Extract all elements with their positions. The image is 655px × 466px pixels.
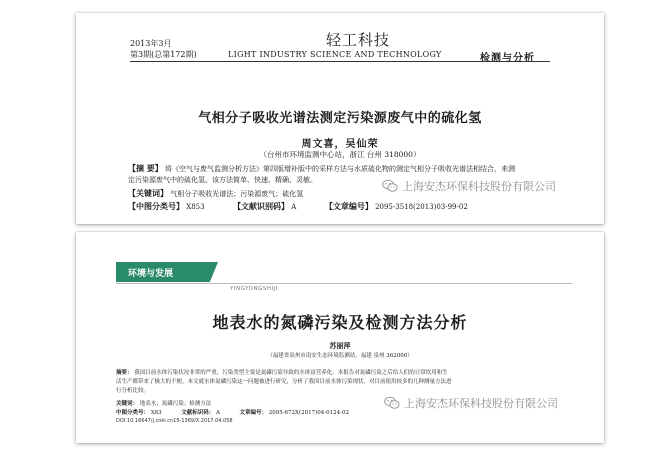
abstract-text: 我国目前水体污染状况非常的严重，污染类型主要是氮磷污染导致的水体富营养化。本报告对氮磷污染之后给人们的日常饮用和生 xyxy=(134,370,448,376)
doc-code-label: 【文献识别码】 xyxy=(233,201,290,211)
keywords-line xyxy=(128,188,303,199)
classification-line xyxy=(128,201,468,212)
section-pinyin: YINGYONGSHIJI xyxy=(230,286,278,292)
abstract-text-continued: 活生产都带来了极大的不便。本文就水体氮磷污染这一问题被进行研究，分析了我国目前水体污染现状，对目前使用较多的几种测量方法进 xyxy=(116,379,452,385)
watermark-text: 上海安杰环保科技股份有限公司 xyxy=(404,397,558,410)
article-no-label: 【文章编号】 xyxy=(324,201,373,211)
article-clipping-2 xyxy=(76,232,604,443)
clc-value: X853 xyxy=(186,203,205,211)
journal-title: 轻工科技 xyxy=(326,31,391,49)
header-divider xyxy=(130,61,550,62)
header-divider xyxy=(116,283,572,284)
keywords-text: 气相分子吸收光谱法；污染源废气；硫化氢 xyxy=(170,190,304,198)
abstract-label: 【摘 要】 xyxy=(128,163,163,173)
wechat-icon xyxy=(384,396,400,410)
doc-code-value: A xyxy=(291,203,297,211)
watermark xyxy=(384,395,558,411)
author-affiliation: （台州市环境监测中心站，浙江 台州 318000） xyxy=(259,150,421,159)
keywords-label: 关键词： xyxy=(116,401,139,407)
article-authors: 周文喜，吴仙荣 xyxy=(301,139,379,150)
clc-value: X83 xyxy=(150,410,162,416)
keywords-label: 【关键词】 xyxy=(128,188,168,198)
clc-label: 中图分类号： xyxy=(116,410,150,416)
doc-code-label: 文献标识码： xyxy=(181,410,215,416)
section-label: 检测与分析 xyxy=(480,53,535,64)
abstract-label: 摘要： xyxy=(116,370,133,376)
abstract-line xyxy=(128,163,515,174)
wechat-icon xyxy=(382,179,398,193)
watermark xyxy=(382,178,556,194)
keywords-text: 地表水；氮磷污染；检测方法 xyxy=(139,401,212,407)
abstract-text-continued: 行分析比较。 xyxy=(116,388,150,394)
article-no-value: 2095-3518(2013)03-99-02 xyxy=(375,203,468,211)
author-affiliation: （福建省泉州市南安生态环境监测站，福建 泉州 362000） xyxy=(267,353,413,359)
classification-line xyxy=(116,408,349,416)
journal-issue: 第3期(总第172期) xyxy=(130,50,197,59)
section-tab-label: 环境与发展 xyxy=(128,269,174,279)
watermark-text: 上海安杰环保科技股份有限公司 xyxy=(402,180,556,193)
article-no-value: 2095-672X(2017)04-0124-02 xyxy=(268,410,349,416)
abstract-line xyxy=(116,368,448,376)
doc-code-value: A xyxy=(215,410,220,416)
article-title: 地表水的氮磷污染及检测方法分析 xyxy=(212,313,468,332)
journal-date: 2013年3月 xyxy=(130,39,172,48)
abstract-text: 将《空气与废气监测分析方法》第四版增补版中的采样方法与水质硫化物的测定气相分子吸收光谱法相结合，来测 xyxy=(165,165,516,173)
keywords-line xyxy=(116,399,211,407)
abstract-text-continued: 定污染源废气中的硫化氢。该方法简单、快速、精确、灵敏。 xyxy=(128,176,317,184)
article-no-label: 文章编号： xyxy=(239,410,267,416)
article-author: 苏丽萍 xyxy=(329,341,351,350)
doi-text: DOI:10.16647/j.cnki.cn15-1369/X.2017.04.058 xyxy=(116,418,233,424)
clc-label: 【中图分类号】 xyxy=(128,201,184,211)
journal-english-title: LIGHT INDUSTRY SCIENCE AND TECHNOLOGY xyxy=(228,50,442,59)
article-title: 气相分子吸收光谱法测定污染源废气中的硫化氢 xyxy=(198,111,482,126)
